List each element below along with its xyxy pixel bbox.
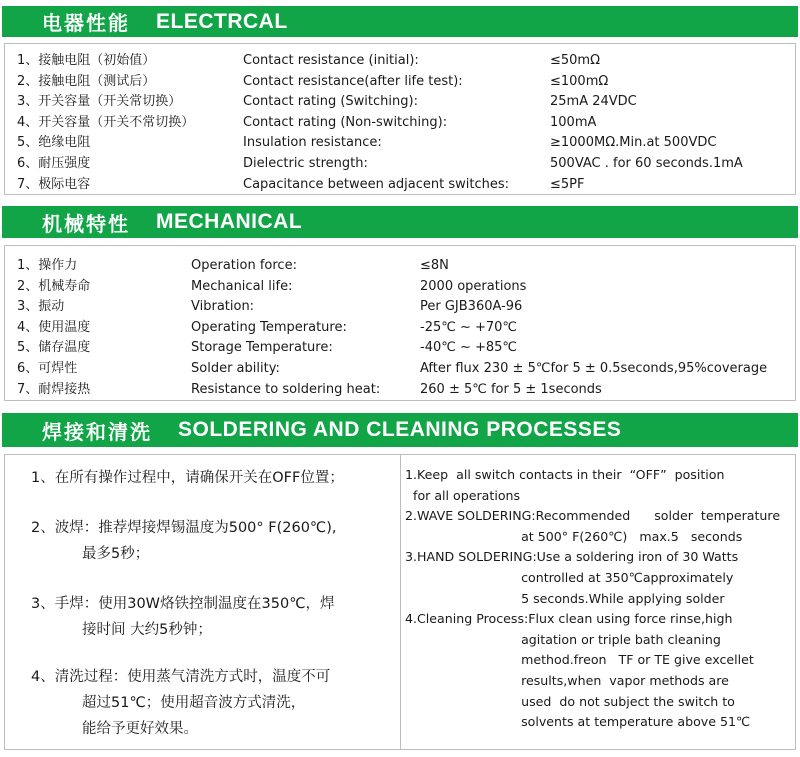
- soldering-cn-item-3: [31, 591, 334, 643]
- soldering-en-line: for all operations: [405, 487, 521, 503]
- mechanical-row-value: -40℃ ~ +85℃: [420, 340, 518, 356]
- electrical-row: [5, 153, 795, 174]
- soldering-cn-item-2: [31, 515, 336, 567]
- mechanical-row-cn-label: 3、振动: [17, 299, 65, 315]
- soldering-en-line: solvents at temperature above 51℃: [405, 714, 751, 730]
- mechanical-row-value: 260 ± 5℃ for 5 ± 1seconds: [420, 381, 602, 397]
- electrical-row-value: ≤50mΩ: [550, 53, 601, 68]
- mechanical-row-en-label: Storage Temperature:: [191, 340, 333, 356]
- soldering-cn-item-1-line: 1、在所有操作过程中，请确保开关在OFF位置；: [31, 470, 344, 486]
- electrical-row-en-label: Contact rating (Non-switching):: [243, 114, 448, 130]
- electrical-row-cn-label: 7、极际电容: [17, 176, 91, 192]
- mechanical-table: [4, 245, 796, 401]
- mechanical-row: [5, 358, 795, 379]
- soldering-cn-item-4-line-2: 超过51℃；使用超音波方式清洗，: [82, 695, 306, 711]
- soldering-title-cn: 焊接和清洗: [42, 419, 152, 444]
- mechanical-row: [5, 255, 795, 276]
- mechanical-row-en-label: Operation force:: [191, 258, 297, 273]
- soldering-en-line: 2.WAVE SOLDERING:Recommended solder temperature: [405, 508, 781, 524]
- electrical-banner: [2, 6, 798, 37]
- soldering-en-line: at 500° F(260℃) max.5 seconds: [405, 528, 743, 544]
- electrical-row-value: ≤5PF: [550, 176, 585, 192]
- soldering-cn-item-4-line-3: 能给予更好效果。: [82, 721, 198, 737]
- electrical-row-value: ≤100mΩ: [550, 73, 609, 89]
- mechanical-row-cn-label: 5、储存温度: [17, 340, 91, 356]
- soldering-box: [4, 454, 796, 750]
- electrical-row-value: 500VAC . for 60 seconds.1mA: [550, 156, 743, 171]
- electrical-row-value: ≥1000MΩ.Min.at 500VDC: [550, 135, 717, 151]
- soldering-cn-item-4-line-1: 4、清洗过程：使用蒸气清洗方式时，温度不可: [31, 669, 331, 685]
- mechanical-row-en-label: Operating Temperature:: [191, 319, 347, 335]
- mechanical-row: [5, 317, 795, 338]
- electrical-row-cn-label: 5、绝缘电阻: [17, 135, 91, 151]
- mechanical-row-en-label: Resistance to soldering heat:: [191, 381, 381, 397]
- electrical-row: [5, 91, 795, 112]
- electrical-row: [5, 112, 795, 133]
- electrical-row-cn-label: 2、接触电阻（测试后）: [17, 73, 156, 89]
- mechanical-row-en-label: Vibration:: [191, 299, 255, 315]
- mechanical-row: [5, 379, 795, 400]
- electrical-table: [4, 43, 796, 195]
- electrical-row-cn-label: 1、接触电阻（初始值）: [17, 53, 156, 68]
- mechanical-row-cn-label: 1、操作力: [17, 258, 78, 273]
- soldering-en-line: 4.Cleaning Process:Flux clean using force rinse,high: [405, 611, 733, 627]
- mechanical-row: [5, 337, 795, 358]
- soldering-cn-item-2-line-1: 2、波焊：推荐焊接焊锡温度为500° F(260℃),: [31, 520, 337, 536]
- soldering-en-column: [405, 465, 793, 745]
- mechanical-row: [5, 296, 795, 317]
- soldering-en-line: agitation or triple bath cleaning: [405, 631, 721, 647]
- soldering-en-line: method.freon TF or TE give excellet: [405, 652, 754, 668]
- soldering-cn-item-1: [31, 465, 344, 491]
- electrical-row-value: 25mA 24VDC: [550, 94, 637, 110]
- mechanical-row-cn-label: 6、可焊性: [17, 361, 78, 376]
- mechanical-title-cn: 机械特性: [42, 211, 130, 236]
- mechanical-row-value: After flux 230 ± 5℃for 5 ± 0.5seconds,95%coverage: [420, 361, 768, 376]
- electrical-row-cn-label: 6、耐压强度: [17, 156, 91, 171]
- electrical-row: [5, 71, 795, 92]
- mechanical-row-cn-label: 7、耐焊接热: [17, 381, 91, 397]
- mechanical-row-value: ≤8N: [420, 258, 449, 273]
- soldering-en-line: used do not subject the switch to: [405, 693, 735, 709]
- electrical-row-value: 100mA: [550, 114, 597, 130]
- soldering-cn-item-2-line-2: 最多5秒；: [82, 546, 150, 562]
- electrical-title-en: ELECTRCAL: [156, 9, 288, 33]
- electrical-row: [5, 132, 795, 153]
- electrical-row-en-label: Capacitance between adjacent switches:: [243, 176, 510, 192]
- soldering-title-en: SOLDERING AND CLEANING PROCESSES: [178, 418, 622, 441]
- soldering-banner: [2, 413, 798, 447]
- soldering-divider: [400, 455, 401, 749]
- mechanical-title-en: MECHANICAL: [156, 210, 303, 233]
- soldering-en-line: 3.HAND SOLDERING:Use a soldering iron of 30 Watts: [405, 549, 739, 565]
- electrical-row-en-label: Contact rating (Switching):: [243, 94, 418, 110]
- soldering-en-line: controlled at 350℃approximately: [405, 570, 734, 585]
- electrical-row-en-label: Insulation resistance:: [243, 135, 382, 151]
- soldering-en-line: 1.Keep all switch contacts in their “OFF” position: [405, 467, 725, 482]
- soldering-en-line: results,when vapor methods are: [405, 673, 729, 688]
- soldering-cn-item-4: [31, 664, 330, 742]
- soldering-cn-item-3-line-1: 3、手焊：使用30W烙铁控制温度在350℃，焊: [31, 596, 335, 612]
- mechanical-row-en-label: Mechanical life:: [191, 278, 293, 294]
- electrical-row-en-label: Dielectric strength:: [243, 156, 368, 171]
- mechanical-row-cn-label: 4、使用温度: [17, 319, 91, 335]
- soldering-cn-item-3-line-2: 接时间 大约5秒钟；: [82, 622, 212, 638]
- electrical-row: [5, 174, 795, 195]
- electrical-row-en-label: Contact resistance (initial):: [243, 53, 419, 68]
- mechanical-row-cn-label: 2、机械寿命: [17, 278, 91, 294]
- mechanical-row: [5, 276, 795, 297]
- electrical-row-cn-label: 4、开关容量（开关不常切换）: [17, 114, 195, 130]
- electrical-row-en-label: Contact resistance(after life test):: [243, 73, 463, 89]
- soldering-en-line: 5 seconds.While applying solder: [405, 590, 725, 606]
- mechanical-row-en-label: Solder ability:: [191, 361, 280, 376]
- electrical-title-cn: 电器性能: [42, 11, 130, 35]
- electrical-row-cn-label: 3、开关容量（开关常切换）: [17, 94, 182, 110]
- mechanical-row-value: Per GJB360A-96: [420, 299, 523, 315]
- mechanical-banner: [2, 206, 798, 238]
- mechanical-row-value: 2000 operations: [420, 278, 527, 294]
- electrical-row: [5, 50, 795, 71]
- mechanical-row-value: -25℃ ~ +70℃: [420, 319, 518, 335]
